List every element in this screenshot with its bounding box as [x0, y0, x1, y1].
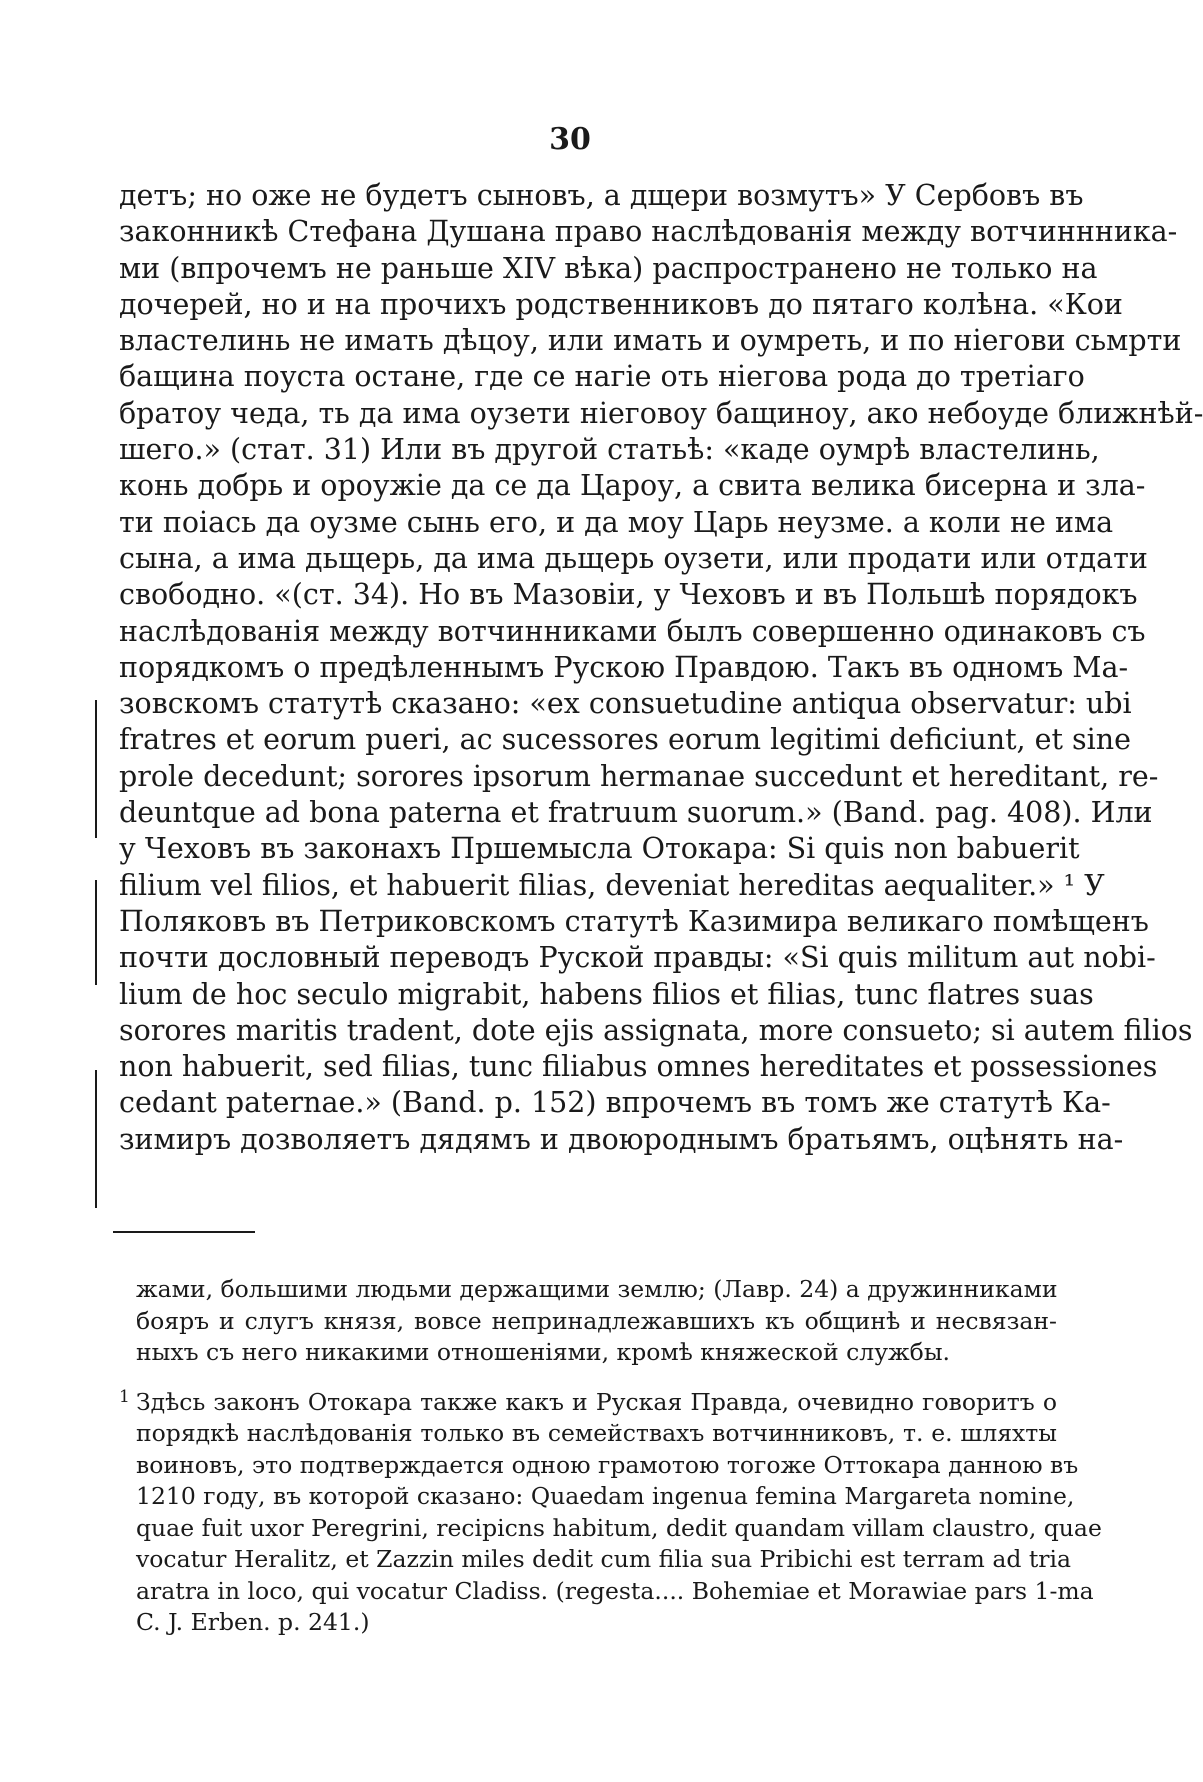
- text-line: зимиръ дозволяетъ дядямъ и двоюроднымъ братьямъ, оцѣнять на-: [119, 1122, 1124, 1156]
- footnote-line: quae fuit uxor Peregrini, recipicns habitum, dedit quandam villam claustro, quae: [136, 1513, 1102, 1542]
- text-line: шего.» (стат. 31) Или въ другой статьѣ: «каде оумрѣ властелинь,: [119, 433, 1100, 467]
- text-line: filium vel filios, et habuerit filias, deveniat hereditas aequaliter.» ¹ У: [119, 868, 1105, 902]
- footnote-marker: 1: [119, 1386, 130, 1407]
- text-line: сына, а има дьщерь, да има дьщерь оузети, или продати или отдати: [119, 541, 1148, 575]
- footnotes: [119, 1274, 1102, 1639]
- footnote-1: [119, 1386, 1102, 1639]
- footnote-line: Здѣсь законъ Отокара также какъ и Руская Правда, очевидно говоритъ о: [136, 1387, 1057, 1416]
- footnote-continuation: [119, 1274, 1057, 1369]
- footnote-line: aratra in loco, qui vocatur Cladiss. (regesta.... Bohemiae et Morawiae pars 1-ma: [136, 1576, 1094, 1605]
- footnote-line: бояръ и слугъ князя, вовсе непринадлежавшихъ къ общинѣ и несвязан-: [136, 1306, 1057, 1335]
- text-line: Поляковъ въ Петриковскомъ статутѣ Казимира великаго помѣщенъ: [119, 904, 1149, 938]
- text-line: свободно. «(ст. 34). Но въ Мазовіи, у Чеховъ и въ Польшѣ порядокъ: [119, 578, 1138, 612]
- footnote-line: C. J. Erben. p. 241.): [136, 1608, 370, 1636]
- text-line: конь добрь и ороужіе да се да Цароу, а свита велика бисерна и зла-: [119, 469, 1146, 503]
- text-line: бащина поуста остане, где се нагіе оть ніегова рода до третіаго: [119, 360, 1085, 394]
- margin-mark-1: [95, 700, 97, 838]
- footnote-line: ныхъ съ него никакими отношеніями, кромѣ княжеской службы.: [136, 1338, 950, 1366]
- footnote-1-body: [119, 1387, 1102, 1639]
- text-line: prole decedunt; sorores ipsorum hermanae succedunt et hereditant, re-: [119, 759, 1159, 793]
- text-line: зовскомъ статутѣ сказано: «ex consuetudine antiqua observatur: ubi: [119, 687, 1132, 721]
- text-line: lium de hoc seculo migrabit, habens filios et filias, tunc flatres suas: [119, 977, 1094, 1011]
- text-line: у Чеховъ въ законахъ Пршемысла Отокара: Si quis non babuerit: [119, 832, 1080, 866]
- text-line: братоу чеда, ть да има оузети ніеговоу бащиноу, ако небоуде ближнѣй-: [119, 396, 1203, 430]
- text-line: ти поіась да оузме сынь его, и да моу Царь неузме. а коли не има: [119, 505, 1114, 539]
- margin-mark-2: [95, 880, 97, 985]
- footnote-line: воиновъ, это подтверждается одною грамотою тогоже Оттокара данною въ: [136, 1450, 1079, 1479]
- text-line: законникѣ Стефана Душана право наслѣдованія между вотчиннника-: [119, 215, 1178, 249]
- text-line: порядкомъ о предѣленнымъ Рускою Правдою. Такъ въ одномъ Ма-: [119, 650, 1129, 684]
- text-line: почти дословный переводъ Руской правды: «Si quis militum aut nobi-: [119, 941, 1156, 975]
- footnote-line: 1210 году, въ которой сказано: Quaedam ingenua femina Margareta nomine,: [136, 1482, 1075, 1510]
- text-line: fratres et eorum pueri, ac sucessores eorum legitimi deficiunt, et sine: [119, 723, 1132, 757]
- margin-mark-3: [95, 1070, 97, 1208]
- text-line: детъ; но оже не будетъ сыновъ, а дщери возмутъ» У Сербовъ въ: [119, 179, 1084, 212]
- text-line: non habuerit, sed filias, tunc filiabus omnes hereditates et possessiones: [119, 1050, 1158, 1084]
- footnote-line: порядкѣ наслѣдованія только въ семействахъ вотчинниковъ, т. е. шляхты: [136, 1419, 1057, 1447]
- footnote-line: жами, большими людьми держащими землю; (Лавр. 24) а дружинниками: [136, 1275, 1058, 1303]
- text-line: sorores maritis tradent, dote ejis assignata, more consueto; si autem filios: [119, 1013, 1193, 1047]
- text-line: наслѣдованія между вотчинниками былъ совершенно одинаковъ съ: [119, 614, 1146, 648]
- text-line: ми (впрочемъ не раньше XIV вѣка) распространено не только на: [119, 251, 1098, 285]
- main-text: [119, 178, 1203, 1158]
- text-line: deuntque ad bona paterna et fratruum suorum.» (Band. pag. 408). Или: [119, 796, 1153, 830]
- text-line: властелинь не имать дѣцоу, или имать и оумреть, и по ніегови сьмрти: [119, 324, 1182, 358]
- text-line: cedant paternae.» (Band. p. 152) впрочемъ въ томъ же статутѣ Ка-: [119, 1086, 1111, 1120]
- text-line: дочерей, но и на прочихъ родственниковъ до пятаго колѣна. «Кои: [119, 287, 1123, 321]
- footnote-line: vocatur Heralitz, et Zazzin miles dedit cum filia sua Pribichi est terram ad tria: [136, 1545, 1072, 1573]
- page-number: 30: [549, 122, 591, 157]
- footnote-rule: [113, 1231, 255, 1233]
